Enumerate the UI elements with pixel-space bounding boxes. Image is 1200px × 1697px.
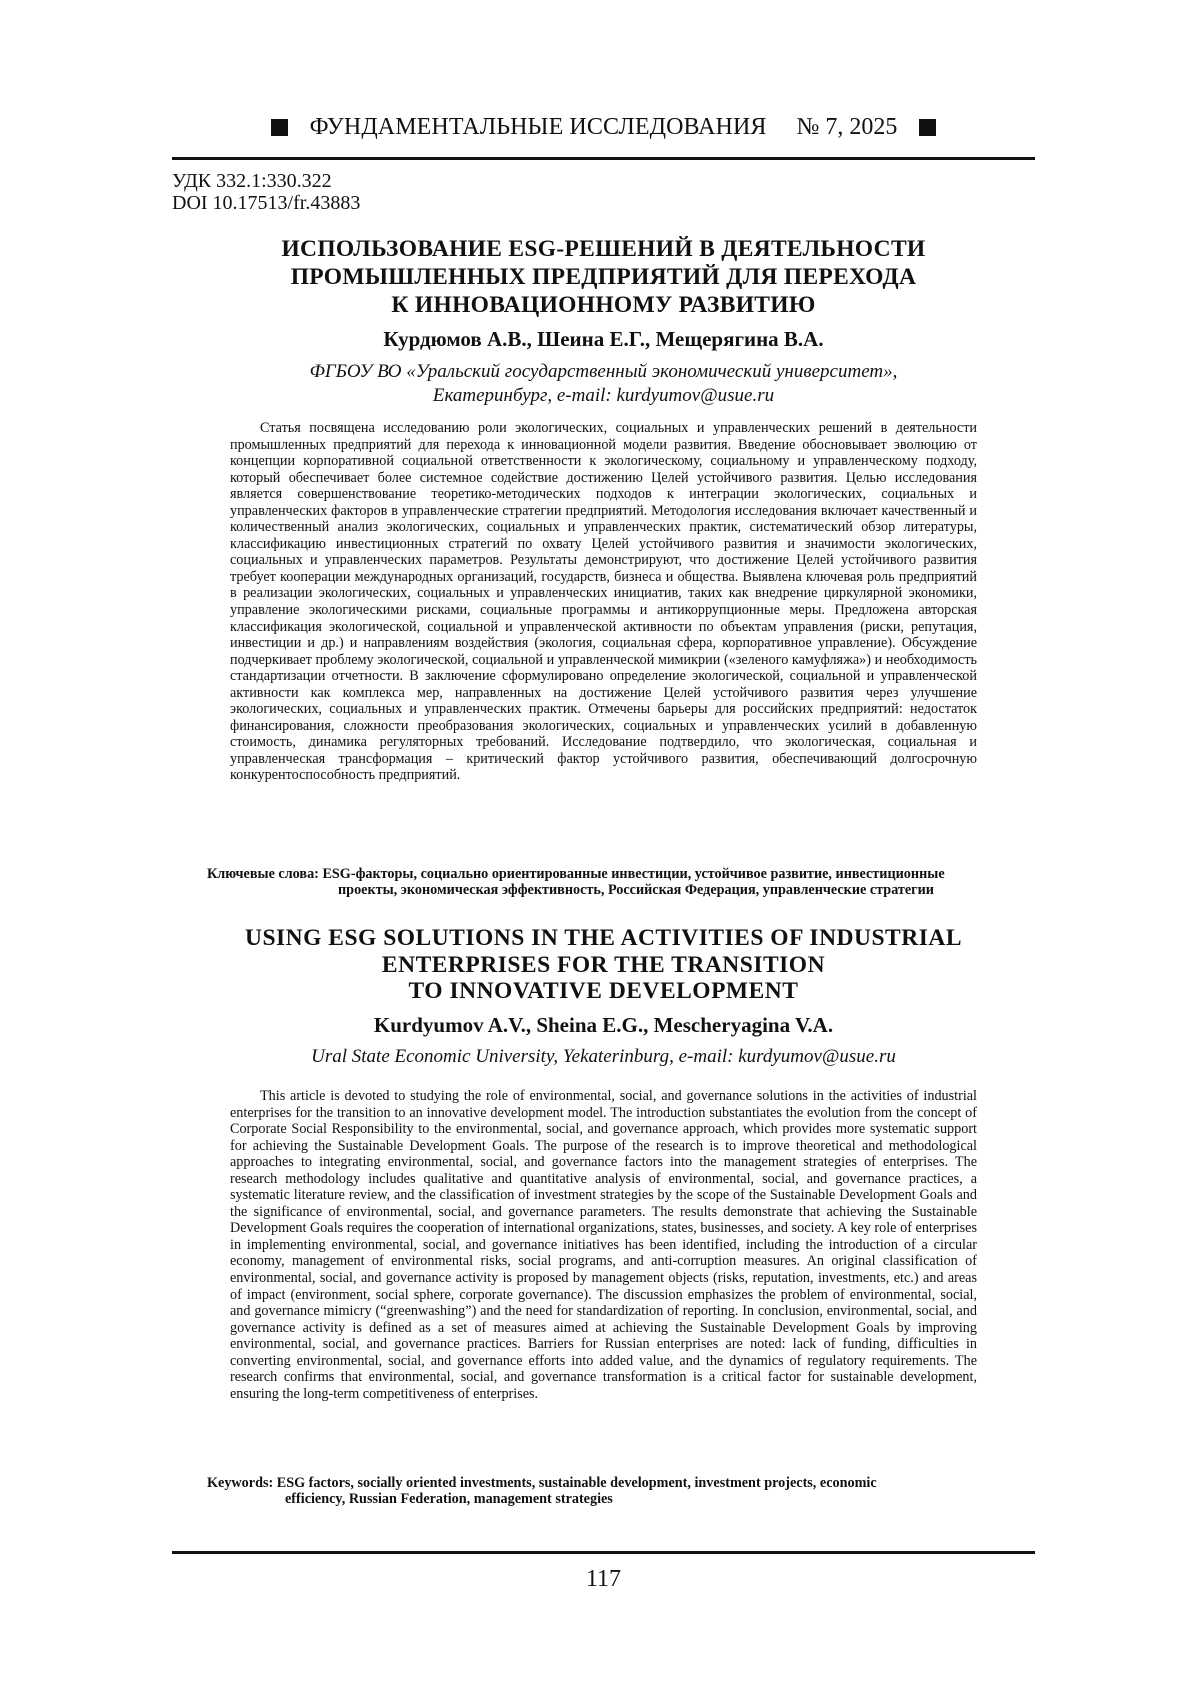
header-rule [172, 157, 1035, 160]
keywords-line: Keywords: ESG factors, socially oriented investments, sustainable development, investment projects, economic [172, 1475, 1035, 1491]
authors-en: Kurdyumov A.V., Sheina E.G., Mescheryagina V.A. [172, 1013, 1035, 1038]
affiliation-en: Ural State Economic University, Yekaterinburg, e-mail: kurdyumov@usue.ru [172, 1046, 1035, 1068]
title-line: ENTERPRISES FOR THE TRANSITION [172, 952, 1035, 979]
keywords-line: Ключевые слова: ESG-факторы, социально ориентированные инвестиции, устойчивое развитие, инвестиционные [172, 866, 1035, 882]
keywords-line: efficiency, Russian Federation, management strategies [172, 1491, 1035, 1507]
issue-number: № 7, 2025 [797, 114, 898, 141]
black-square-icon [919, 119, 936, 136]
title-line: TO INNOVATIVE DEVELOPMENT [172, 978, 1035, 1005]
running-header [172, 112, 1035, 142]
page-number: 117 [172, 1566, 1035, 1593]
article-title-en [172, 925, 1035, 1005]
title-line: ПРОМЫШЛЕННЫХ ПРЕДПРИЯТИЙ ДЛЯ ПЕРЕХОДА [172, 263, 1035, 291]
article-identifiers [172, 170, 360, 214]
keywords-ru [172, 866, 1035, 898]
abstract-en-text: This article is devoted to studying the role of environmental, social, and governance solutions in the activities of industrial enterprises for the transition to an innovative development model. The introduction substantiates the evolution from the concept of Corporate Social Responsibility to the environmental, social, and governance approach, which provides more systematic support for achieving the Sustainable Development Goals. The purpose of the research is to improve theoretical and methodological approaches to integrating environmental, social, and governance factors into the management strategies of enterprises. The research methodology includes qualitative and quantitative analysis of environmental, social, and governance practices, a systematic literature review, and the classification of investment strategies by the scope of the Sustainable Development Goals and the significance of environmental, social, and governance parameters. The results demonstrate that achieving the Sustainable Development Goals requires the cooperation of international organizations, states, businesses, and society. A key role of enterprises in implementing environmental, social, and governance initiatives has been identified, including the introduction of a circular economy, management of environmental risks, social programs, and anti-corruption measures. An original classification of environmental, social, and governance activity is proposed by management objects (risks, reputation, investments, etc.) and areas of impact (environment, social sphere, corporate governance). The discussion emphasizes the problem of environmental, social, and governance mimicry (“greenwashing”) and the need for standardization of reporting. In conclusion, environmental, social, and governance activity is defined as a set of measures aimed at achieving the Sustainable Development Goals by improving environmental, social, and governance practices. Barriers for Russian enterprises are noted: lack of funding, difficulties in converting environmental, social, and governance efforts into added value, and the dynamics of regulatory requirements. The research confirms that environmental, social, and governance transformation is a critical factor for sustainable development, ensuring the long-term competitiveness of enterprises. [230, 1088, 977, 1402]
journal-page [0, 0, 1200, 1697]
authors-ru: Курдюмов А.В., Шеина Е.Г., Мещерягина В.А. [172, 327, 1035, 352]
affiliation-line: Екатеринбург, e-mail: kurdyumov@usue.ru [172, 384, 1035, 408]
journal-title: ФУНДАМЕНТАЛЬНЫЕ ИССЛЕДОВАНИЯ [310, 114, 767, 141]
affiliation-ru [172, 360, 1035, 408]
article-title-ru [172, 235, 1035, 319]
doi: DOI 10.17513/fr.43883 [172, 192, 360, 214]
black-square-icon [271, 119, 288, 136]
udc-code: УДК 332.1:330.322 [172, 170, 360, 192]
abstract-en [230, 1088, 977, 1402]
abstract-ru-text: Статья посвящена исследованию роли экологических, социальных и управленческих решений в деятельности промышленных предприятий для перехода к инновационной модели развития. Введение обосновывает эволюцию от концепции корпоративной социальной ответственности к экологическому, социальному и управленческому подходу, который обеспечивает более системное содействие достижению Целей устойчивого развития. Целью исследования является совершенствование теоретико-методических подходов к интеграции экологических, социальных и управленческих факторов в управленческие стратегии предприятий. Методология исследования включает качественный и количественный анализ экологических, социальных и управленческих практик, систематический обзор литературы, классификацию инвестиционных стратегий по охвату Целей устойчивого развития и значимости экологических, социальных и управленческих параметров. Результаты демонстрируют, что достижение Целей устойчивого развития требует кооперации международных организаций, государств, бизнеса и общества. Выявлена ключевая роль предприятий в реализации экологических, социальных и управленческих инициатив, таких как внедрение циркулярной экономики, управление экологическими рисками, социальные программы и антикоррупционные меры. Предложена авторская классификация экологической, социальной и управленческой активности по объектам управления (риски, репутация, инвестиции и др.) и направлениям воздействия (экология, социальная сфера, корпоративное управление). Обсуждение подчеркивает проблему экологической, социальной и управленческой мимикрии («зеленого камуфляжа») и необходимость стандартизации отчетности. В заключение сформулировано определение экологической, социальной и управленческой активности как комплекса мер, направленных на достижение Целей устойчивого развития через улучшение экологических, социальных и управленческих практик. Отмечены барьеры для российских предприятий: недостаток финансирования, сложности преобразования экологических, социальных и управленческих усилий в добавленную стоимость, динамика регуляторных требований. Исследование подтвердило, что экологическая, социальная и управленческая трансформация – критический фактор устойчивого развития, обеспечивающий долгосрочную конкурентоспособность предприятий. [230, 420, 977, 783]
footer-rule [172, 1551, 1035, 1554]
keywords-line: проекты, экономическая эффективность, Российская Федерация, управленческие стратегии [172, 882, 1035, 898]
affiliation-line: ФГБОУ ВО «Уральский государственный экономический университет», [172, 360, 1035, 384]
abstract-ru [230, 420, 977, 784]
title-line: К ИННОВАЦИОННОМУ РАЗВИТИЮ [172, 291, 1035, 319]
keywords-en [172, 1475, 1035, 1507]
title-line: USING ESG SOLUTIONS IN THE ACTIVITIES OF INDUSTRIAL [172, 925, 1035, 952]
title-line: ИСПОЛЬЗОВАНИЕ ESG-РЕШЕНИЙ В ДЕЯТЕЛЬНОСТИ [172, 235, 1035, 263]
